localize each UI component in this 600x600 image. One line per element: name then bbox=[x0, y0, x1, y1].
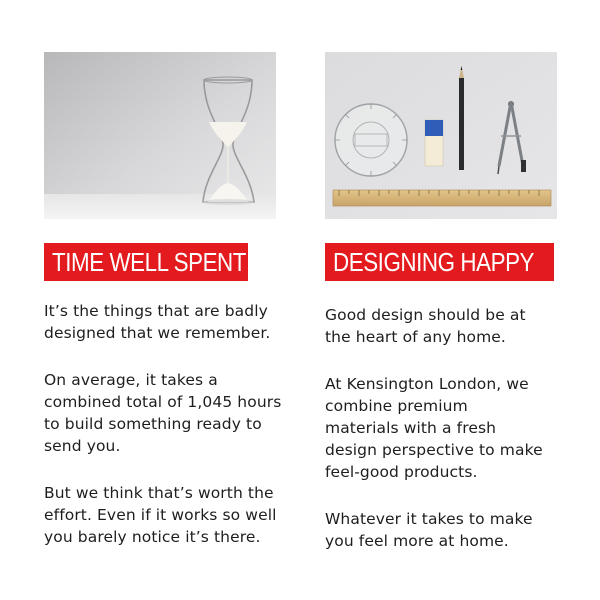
text-line: designed that we remember. bbox=[44, 324, 271, 342]
banner-title-right: DESIGNING HAPPY bbox=[333, 247, 535, 277]
text-line: materials with a fresh bbox=[325, 419, 497, 437]
text-line: you barely notice it’s there. bbox=[44, 528, 261, 546]
text-line: combine premium bbox=[325, 397, 468, 415]
right-paragraph-1 bbox=[325, 304, 575, 348]
text-line: you feel more at home. bbox=[325, 532, 509, 550]
text-line: effort. Even if it works so well bbox=[44, 506, 277, 524]
text-line: combined total of 1,045 hours bbox=[44, 393, 282, 411]
text-line: the heart of any home. bbox=[325, 328, 506, 346]
text-line: At Kensington London, we bbox=[325, 375, 529, 393]
left-paragraph-1 bbox=[44, 300, 294, 344]
text-line: feel-good products. bbox=[325, 463, 478, 481]
text-line: to build something ready to bbox=[44, 415, 262, 433]
designing-happy-banner bbox=[325, 243, 554, 281]
left-paragraph-3 bbox=[44, 482, 294, 548]
drawing-tools-image bbox=[325, 52, 557, 219]
hourglass-image bbox=[44, 52, 276, 219]
text-line: But we think that’s worth the bbox=[44, 484, 274, 502]
time-well-spent-banner bbox=[44, 243, 248, 281]
left-paragraph-2 bbox=[44, 369, 294, 457]
right-paragraph-3 bbox=[325, 508, 575, 552]
text-line: It’s the things that are badly bbox=[44, 302, 268, 320]
text-line: design perspective to make bbox=[325, 441, 543, 459]
right-paragraph-2 bbox=[325, 373, 575, 483]
banner-title-left: TIME WELL SPENT bbox=[52, 247, 246, 277]
text-line: Whatever it takes to make bbox=[325, 510, 533, 528]
text-line: send you. bbox=[44, 437, 121, 455]
text-line: On average, it takes a bbox=[44, 371, 218, 389]
text-line: Good design should be at bbox=[325, 306, 526, 324]
